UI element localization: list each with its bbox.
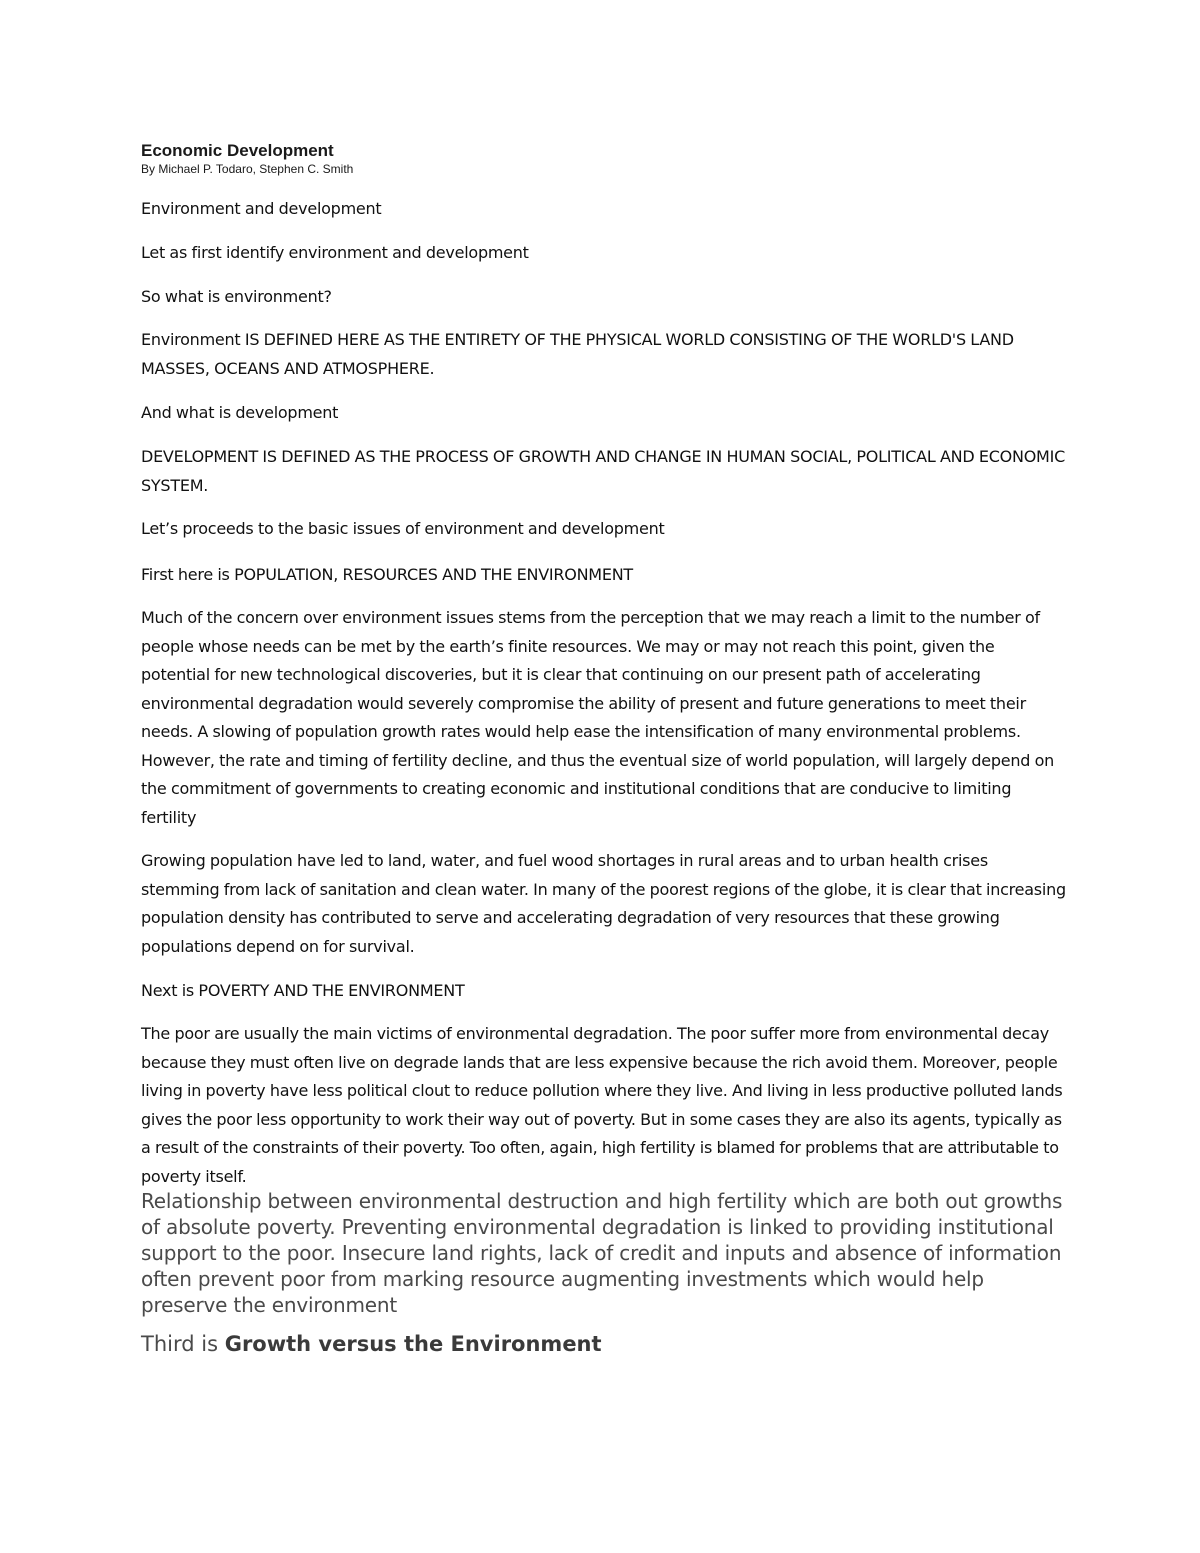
paragraph-environment-definition: Environment IS DEFINED HERE AS THE ENTIRETY OF THE PHYSICAL WORLD CONSISTING OF THE WORLD'S LAND MASSES, OCEANS AND ATMOSPHERE. (141, 330, 1014, 378)
paragraph-what-is-environment: So what is environment? (141, 287, 332, 306)
paragraph-environment-and-development: Environment and development (141, 199, 382, 218)
paragraph-population-heading: First here is POPULATION, RESOURCES AND THE ENVIRONMENT (141, 565, 633, 584)
third-prefix: Third is (141, 1332, 225, 1356)
paragraph-development-definition: DEVELOPMENT IS DEFINED AS THE PROCESS OF GROWTH AND CHANGE IN HUMAN SOCIAL, POLITICAL AND ECONOMIC SYSTEM. (141, 447, 1066, 495)
paragraph-population-body: Much of the concern over environment issues stems from the perception that we may reach a limit to the number of people whose needs can be met by the earth’s finite resources. We may or may not reach this point, given the potential for new technological discoveries, but it is clear that continuing on our present path of accelerating environmental degradation would severely compromise the ability of present and future generations to meet their needs. A slowing of population growth rates would help ease the intensification of many environmental problems. However, the rate and timing of fertility decline, and thus the eventual size of world population, will largely depend on the commitment of governments to creating economic and institutional conditions that are conducive to limiting fertility (141, 608, 1055, 827)
third-bold-title: Growth versus the Environment (224, 1332, 602, 1356)
paragraph-what-is-development: And what is development (141, 403, 339, 422)
paragraph-relationship: Relationship between environmental destruction and high fertility which are both out growths of absolute poverty. Preventing environmental degradation is linked to providing institutional support to the poor. Insecure land rights, lack of credit and inputs and absence of information often prevent poor from marking resource augmenting investments which would help preserve the environment (141, 1189, 1063, 1317)
paragraph-growing-population: Growing population have led to land, water, and fuel wood shortages in rural areas and to urban health crises stemming from lack of sanitation and clean water. In many of the poorest regions of the globe, it is clear that increasing population density has contributed to serve and accelerating degradation of very resources that these growing populations depend on for survival. (141, 851, 1066, 956)
paragraph-poverty-body: The poor are usually the main victims of environmental degradation. The poor suffer more from environmental decay because they must often live on degrade lands that are less expensive because the rich avoid them. Moreover, people living in poverty have less political clout to reduce pollution where they live. And living in less productive polluted lands gives the poor less opportunity to work their way out of poverty. But in some cases they are also its agents, typically as a result of the constraints of their poverty. Too often, again, high fertility is blamed for problems that are attributable to poverty itself. (141, 1024, 1063, 1186)
section-heading-third (141, 1332, 602, 1356)
paragraph-basic-issues: Let’s proceeds to the basic issues of environment and development (141, 519, 665, 538)
paragraph-poverty-heading: Next is POVERTY AND THE ENVIRONMENT (141, 981, 465, 1000)
document-title: Economic Development (141, 141, 334, 160)
paragraph-identify: Let as first identify environment and development (141, 243, 529, 262)
document-byline: By Michael P. Todaro, Stephen C. Smith (141, 162, 354, 176)
